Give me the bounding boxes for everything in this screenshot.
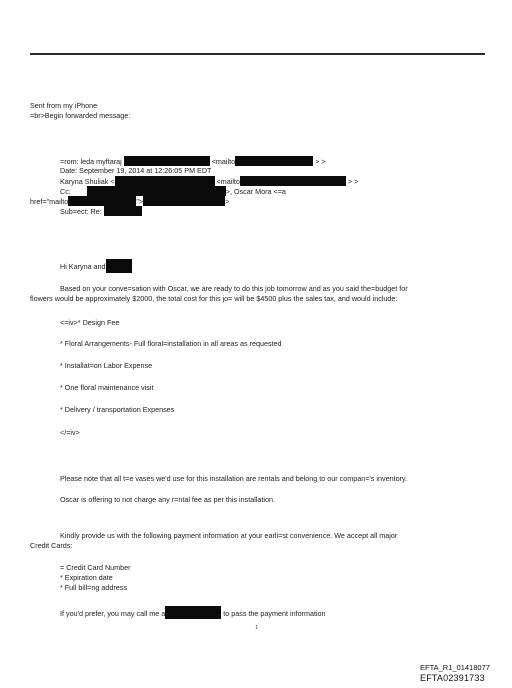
redaction-block (104, 206, 142, 216)
to-line (60, 176, 358, 186)
list-item: * Delivery / transportation Expenses (60, 405, 175, 414)
footer-reference-2: EFTA02391733 (420, 673, 485, 683)
paragraph-4-line-1: Kindly provide us with the following payment information at your earli=st convenience. We accept all major (60, 531, 398, 540)
redaction-block (165, 606, 221, 619)
subject-label: Sub=ect: Re: (60, 207, 102, 216)
paragraph-3: Oscar is offering to not charge any r=ntal fee as per this installation. (60, 495, 276, 504)
from-end: > > (315, 157, 326, 166)
redaction-block (106, 259, 132, 273)
begin-forwarded-line: =br>Begin forwarded message: (30, 111, 131, 120)
cc-line (60, 186, 286, 196)
paragraph-4-line-2: Credit Cards: (30, 541, 73, 550)
list-item: * Floral Arrangements- Full floral=installation in all areas as requested (60, 339, 282, 348)
payment-item: * Full bill=ng address (60, 583, 127, 592)
from-line (60, 156, 326, 166)
greeting-line (60, 259, 132, 273)
top-rule (30, 53, 485, 55)
redaction-block (87, 186, 226, 196)
call-prefix: If you'd prefer, you may call me a (60, 609, 166, 618)
href-prefix: href="mailto (30, 197, 69, 206)
href-end: > (225, 197, 230, 206)
call-line (60, 606, 326, 619)
href-mid: "> (136, 197, 144, 206)
payment-item: * Expiration date (60, 573, 113, 582)
redaction-block (235, 156, 313, 166)
payment-item: = Credit Card Number (60, 563, 131, 572)
paragraph-1-line-2: flowers would be approximately $2000, the total cost for this jo= will be $4500 plus the sales tax, and would include: (30, 294, 398, 303)
cc-label: Cc: (60, 187, 71, 196)
div-close: </=iv> (60, 428, 80, 437)
greeting: Hi Karyna and (60, 262, 106, 271)
page-number: 1 (255, 625, 259, 631)
redaction-block (143, 196, 225, 206)
redaction-block (115, 176, 215, 186)
to-mailto: <mailto (216, 177, 240, 186)
date-line: Date: September 19, 2014 at 12:26:05 PM EDT (60, 166, 212, 175)
sent-from-line: Sent from my iPhone (30, 101, 98, 110)
list-item: * One floral maintenance visit (60, 383, 154, 392)
list-item: * Installat=on Labor Expense (60, 361, 153, 370)
to-end: > > (347, 177, 359, 186)
paragraph-1-line-1: Based on your conve=sation with Oscar, we are ready to do this job tomorrow and as you said the=budget for (60, 284, 408, 293)
redaction-block (124, 156, 210, 166)
redaction-block (240, 176, 346, 186)
to-prefix: Karyna Shuliak < (60, 177, 115, 186)
paragraph-2: Please note that all t=e vases we'd use for this installation are rentals and belong to our compan='s inventory. (60, 474, 408, 483)
redaction-block (68, 196, 136, 206)
from-prefix: =rom: leda myftaraj (60, 157, 122, 166)
div-open-design-fee: <=iv>* Design Fee (60, 318, 120, 327)
call-suffix: to pass the payment information (223, 609, 326, 618)
href-line (30, 196, 229, 206)
footer-reference-1: EFTA_R1_01418077 (420, 663, 490, 672)
from-mailto: <mailto (211, 157, 236, 166)
subject-line (60, 206, 142, 216)
cc-oscar: >, Oscar Mora <=a (225, 187, 286, 196)
